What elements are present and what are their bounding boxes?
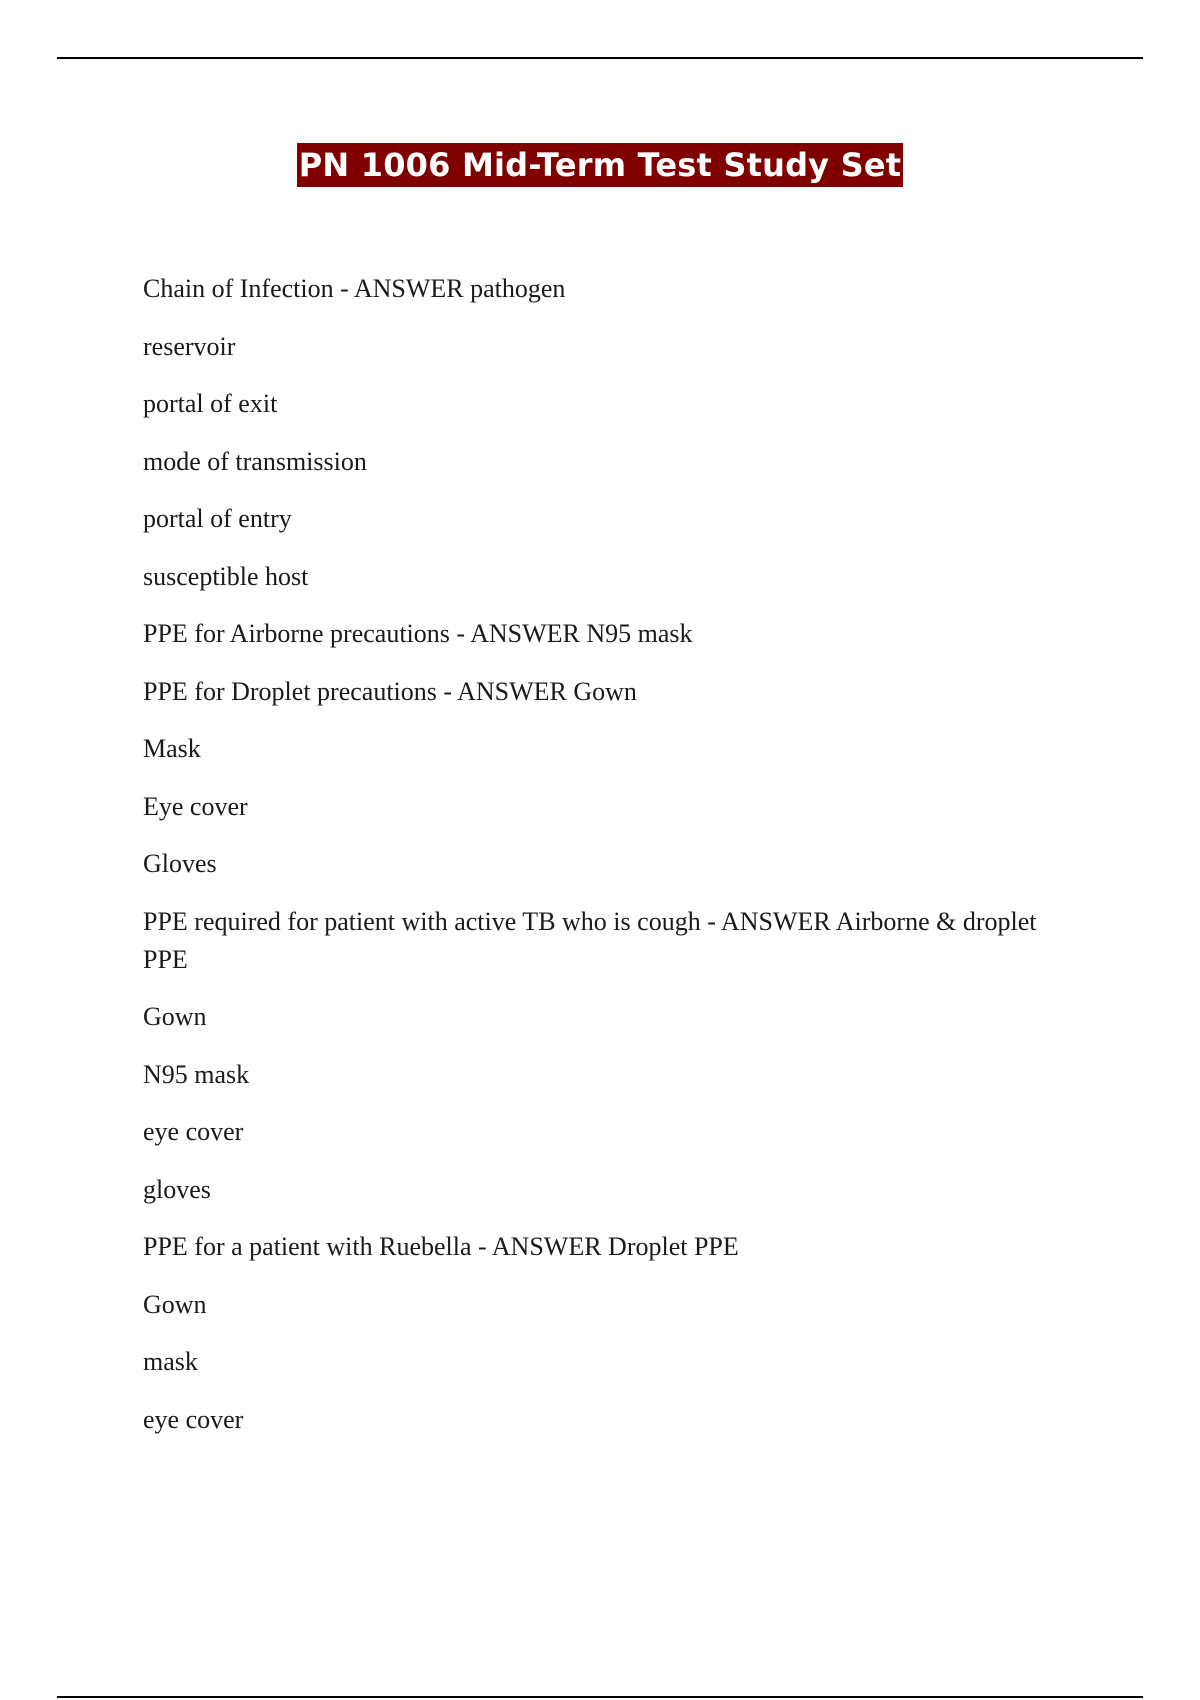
list-item: PPE for Droplet precautions - ANSWER Gown: [143, 676, 637, 706]
list-item: Gown: [143, 1002, 207, 1031]
list-item: Eye cover: [143, 791, 248, 821]
list-item: Gown: [143, 1289, 207, 1319]
list-item: portal of entry: [143, 504, 292, 533]
list-item: susceptible host: [143, 561, 309, 591]
top-rule: [57, 57, 1143, 59]
list-item: Mask: [143, 734, 201, 763]
study-set-list: [143, 270, 1063, 1458]
list-item: mode of transmission: [143, 446, 367, 476]
list-item: reservoir: [143, 331, 236, 361]
list-item: PPE for Airborne precautions - ANSWER N95 mask: [143, 619, 693, 648]
list-item: PPE for a patient with Ruebella - ANSWER Droplet PPE: [143, 1232, 739, 1261]
list-item: Gloves: [143, 849, 217, 878]
list-item: PPE required for patient with active TB who is cough - ANSWER Airborne & droplet PPE: [143, 906, 1037, 974]
list-item: eye cover: [143, 1404, 244, 1434]
list-item: eye cover: [143, 1117, 244, 1146]
list-item: gloves: [143, 1174, 211, 1204]
list-item: portal of exit: [143, 389, 278, 418]
bottom-rule: [57, 1696, 1143, 1698]
list-item: N95 mask: [143, 1059, 250, 1089]
document-title: PN 1006 Mid-Term Test Study Set: [297, 143, 903, 187]
title-container: [0, 143, 1200, 187]
list-item: mask: [143, 1347, 198, 1376]
list-item: Chain of Infection - ANSWER pathogen: [143, 274, 566, 303]
